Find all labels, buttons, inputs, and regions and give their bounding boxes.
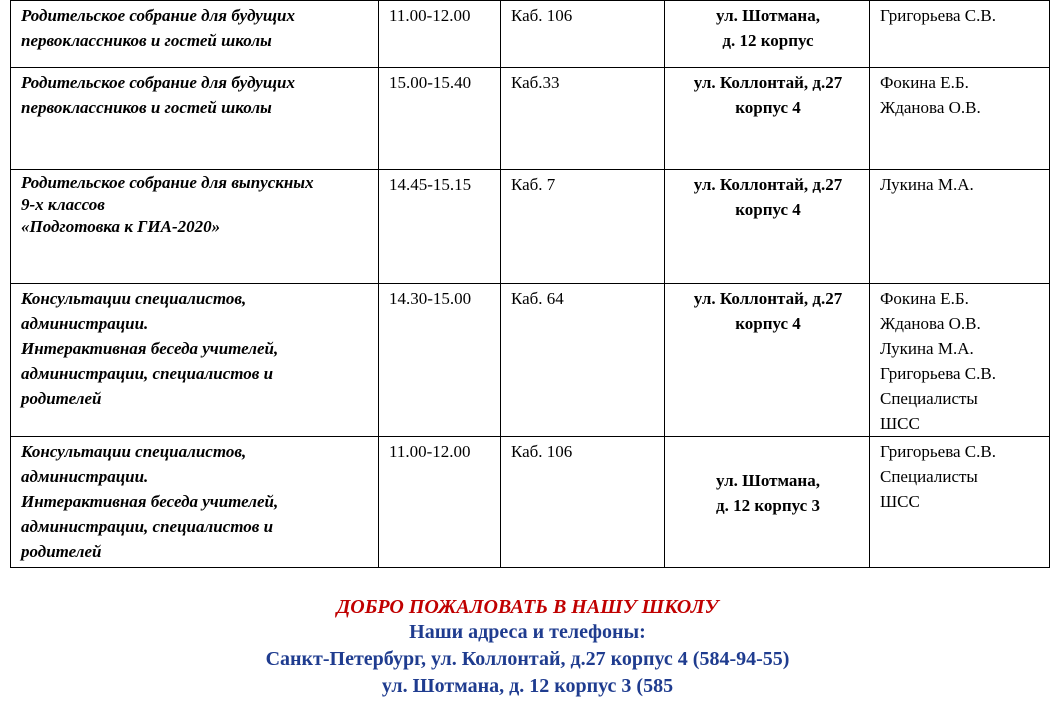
event-line: Родительское собрание для будущих [21,73,295,92]
responsible-name: Григорьева С.В. [880,364,996,383]
event-cell [11,284,379,437]
address-line: д. 12 корпус [722,31,814,50]
event-line: администрации. [21,467,149,486]
event-line: первоклассников и гостей школы [21,31,272,50]
responsible-name: Лукина М.А. [880,175,974,194]
responsible-name: Жданова О.В. [880,98,981,117]
event-line: первоклассников и гостей школы [21,98,272,117]
address-line: ул. Шотмана, [716,471,820,490]
responsible-cell [870,437,1050,568]
address-cell [665,284,870,437]
responsible-name: Лукина М.А. [880,339,974,358]
room-cell: Каб. 106 [501,437,665,568]
address-line: ул. Шотмана, [716,6,820,25]
address-line: ул. Коллонтай, д.27 [693,289,843,308]
event-line: родителей [21,389,102,408]
schedule-table [10,0,1050,568]
responsible-name: Григорьева С.В. [880,442,996,461]
event-line: Интерактивная беседа учителей, [21,339,279,358]
event-line: «Подготовка к ГИА-2020» [21,217,221,236]
contacts-heading: Наши адреса и телефоны: [409,621,646,643]
room-cell: Каб. 64 [501,284,665,437]
event-line: Интерактивная беседа учителей, [21,492,279,511]
address-line: корпус 4 [735,314,801,333]
address-line-2: ул. Шотмана, д. 12 корпус 3 (585 [381,675,674,697]
responsible-name: Специалисты [880,467,978,486]
table-row [11,170,1050,284]
responsible-cell [870,284,1050,437]
time-cell: 15.00-15.40 [379,68,501,170]
responsible-name: Григорьева С.В. [880,6,996,25]
event-line: родителей [21,542,102,561]
address-line: ул. Коллонтай, д.27 [693,175,843,194]
time-cell: 11.00-12.00 [379,437,501,568]
event-line: Родительское собрание для будущих [21,6,295,25]
address-cell [665,437,870,568]
event-line: Консультации специалистов, [21,289,247,308]
responsible-name: Фокина Е.Б. [880,289,969,308]
time-cell: 14.45-15.15 [379,170,501,284]
room-cell: Каб. 7 [501,170,665,284]
event-cell [11,170,379,284]
welcome-heading: ДОБРО ПОЖАЛОВАТЬ В НАШУ ШКОЛУ [336,596,719,618]
event-line: 9-х классов [21,195,105,214]
event-line: Родительское собрание для выпускных [21,173,314,192]
address-line: д. 12 корпус 3 [716,496,820,515]
responsible-cell [870,68,1050,170]
address-line: корпус 4 [735,98,801,117]
address-cell [665,1,870,68]
responsible-cell [870,1,1050,68]
address-line: корпус 4 [735,200,801,219]
responsible-name: ШСС [880,492,920,511]
responsible-name: Фокина Е.Б. [880,73,969,92]
address-cell [665,68,870,170]
address-line: ул. Коллонтай, д.27 [693,73,843,92]
event-cell [11,1,379,68]
time-cell: 11.00-12.00 [379,1,501,68]
table-row [11,437,1050,568]
responsible-name: Жданова О.В. [880,314,981,333]
event-line: Консультации специалистов, [21,442,247,461]
event-cell [11,437,379,568]
table-row [11,284,1050,437]
event-line: администрации, специалистов и [21,364,274,383]
event-cell [11,68,379,170]
responsible-name: Специалисты [880,389,978,408]
responsible-cell [870,170,1050,284]
event-line: администрации. [21,314,149,333]
event-line: администрации, специалистов и [21,517,274,536]
room-cell: Каб.33 [501,68,665,170]
room-cell: Каб. 106 [501,1,665,68]
table-row [11,68,1050,170]
responsible-name: ШСС [880,414,920,433]
table-row [11,1,1050,68]
address-cell [665,170,870,284]
address-line-1: Санкт-Петербург, ул. Коллонтай, д.27 корпус 4 (584-94-55) [265,648,790,670]
time-cell: 14.30-15.00 [379,284,501,437]
